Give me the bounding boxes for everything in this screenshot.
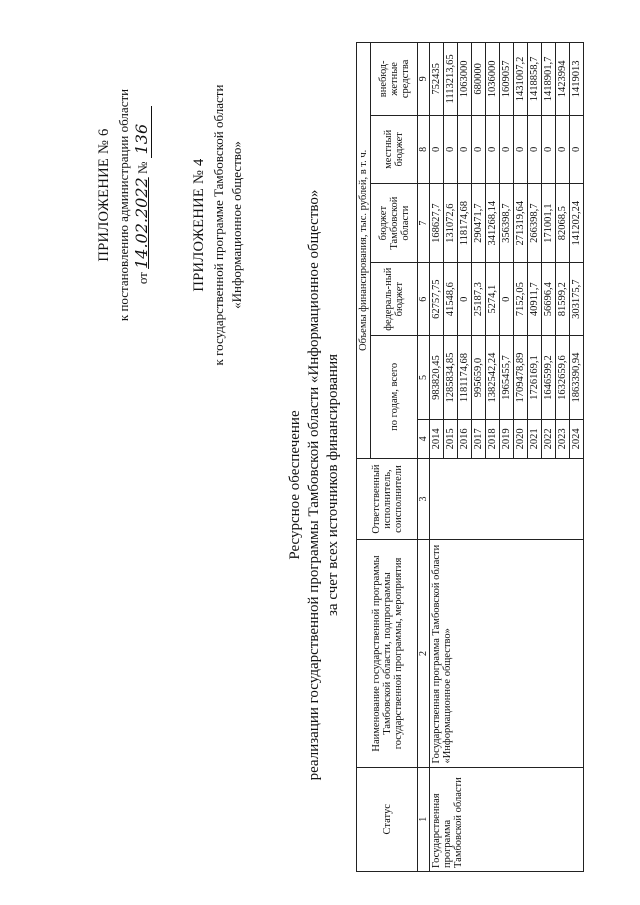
total-cell: 1709478,89	[514, 336, 528, 420]
total-cell: 1181174,68	[458, 336, 472, 420]
main-title	[286, 145, 343, 825]
index-cell: 1	[418, 767, 430, 871]
extra-cell: 1418901,7	[542, 43, 556, 116]
regional-cell: 82068,5	[556, 183, 570, 262]
local-cell: 0	[570, 115, 584, 183]
federal-cell: 56696,4	[542, 263, 556, 336]
year-cell: 2015	[444, 420, 458, 459]
regional-cell: 141202,24	[570, 183, 584, 262]
total-cell: 1726169,1	[528, 336, 542, 420]
extra-cell: 1036000	[486, 43, 500, 116]
appendix6-date-line	[133, 45, 151, 345]
index-cell: 9	[418, 43, 430, 116]
regional-cell: 290471,7	[472, 183, 486, 262]
extra-cell: 1419013	[570, 43, 584, 116]
index-cell: 4	[418, 420, 430, 459]
appendix4-line2: «Информационное общество»	[229, 141, 244, 309]
year-cell: 2024	[570, 420, 584, 459]
local-cell: 0	[528, 115, 542, 183]
local-cell: 0	[472, 115, 486, 183]
total-cell: 1646599,2	[542, 336, 556, 420]
extra-cell: 1113213,65	[444, 43, 458, 116]
appendix4-title: ПРИЛОЖЕНИЕ № 4	[191, 158, 207, 292]
header-name: Наименование государственной программы Тамбовской области, подпрограммы государственной программы, мероприятия	[357, 540, 418, 767]
regional-cell: 271319,64	[514, 183, 528, 262]
handwritten-date: 14.02.2022	[132, 177, 151, 269]
index-cell: 5	[418, 336, 430, 420]
federal-cell: 81599,2	[556, 263, 570, 336]
year-cell: 2021	[528, 420, 542, 459]
header-by-year: по годам, всего	[371, 336, 418, 459]
funding-table	[356, 42, 584, 872]
total-cell: 1965455,7	[500, 336, 514, 420]
row-status: Государственная программа Тамбовской области	[430, 767, 584, 871]
federal-cell: 62757,75	[430, 263, 444, 336]
column-index-row	[418, 43, 430, 872]
handwritten-number: 136	[132, 106, 152, 159]
total-cell: 995659,0	[472, 336, 486, 420]
extra-cell: 1609057	[500, 43, 514, 116]
regional-cell: 341268,14	[486, 183, 500, 262]
year-cell: 2017	[472, 420, 486, 459]
row-executor	[430, 458, 584, 540]
local-cell: 0	[556, 115, 570, 183]
local-cell: 0	[486, 115, 500, 183]
year-cell: 2023	[556, 420, 570, 459]
year-cell: 2020	[514, 420, 528, 459]
table-row	[430, 43, 444, 872]
total-cell: 1285834,85	[444, 336, 458, 420]
year-cell: 2019	[500, 420, 514, 459]
header-local: местный бюджет	[371, 115, 418, 183]
regional-cell: 356398,7	[500, 183, 514, 262]
total-cell: 983820,45	[430, 336, 444, 420]
regional-cell: 266398,7	[528, 183, 542, 262]
regional-cell: 118174,68	[458, 183, 472, 262]
extra-cell: 680000	[472, 43, 486, 116]
appendix6-from-label: от	[135, 272, 150, 285]
year-cell: 2018	[486, 420, 500, 459]
local-cell: 0	[458, 115, 472, 183]
index-cell: 8	[418, 115, 430, 183]
index-cell: 7	[418, 183, 430, 262]
federal-cell: 5274,1	[486, 263, 500, 336]
federal-cell: 7152,05	[514, 263, 528, 336]
index-cell: 2	[418, 540, 430, 767]
row-program-name: Государственная программа Тамбовской области «Информационное общество»	[430, 540, 584, 767]
extra-cell: 1418858,7	[528, 43, 542, 116]
index-cell: 3	[418, 458, 430, 540]
federal-cell: 40911,7	[528, 263, 542, 336]
main-title-line2: реализации государственной программы Тамбовской области «Информационное общество»	[306, 189, 322, 781]
year-cell: 2016	[458, 420, 472, 459]
federal-cell: 303175,7	[570, 263, 584, 336]
appendix6-line1: к постановлению администрации области	[116, 88, 131, 322]
local-cell: 0	[542, 115, 556, 183]
extra-cell: 1431007,2	[514, 43, 528, 116]
federal-cell: 25187,3	[472, 263, 486, 336]
year-cell: 2014	[430, 420, 444, 459]
appendix4-line1: к государственной программе Тамбовской области	[211, 84, 226, 366]
extra-cell: 1063000	[458, 43, 472, 116]
local-cell: 0	[500, 115, 514, 183]
total-cell: 1382542,24	[486, 336, 500, 420]
main-title-line3: за счет всех источников финансирования	[325, 354, 341, 616]
local-cell: 0	[444, 115, 458, 183]
appendix6-number-label: №	[135, 161, 150, 175]
extra-cell: 752435	[430, 43, 444, 116]
header-extra: внебюд-жетные средства	[371, 43, 418, 116]
extra-cell: 1423994	[556, 43, 570, 116]
header-status: Статус	[357, 767, 418, 871]
header-executor: Ответственный исполнитель, соисполнители	[357, 458, 418, 540]
header-federal: федераль-ный бюджет	[371, 263, 418, 336]
federal-cell: 41548,6	[444, 263, 458, 336]
federal-cell: 0	[500, 263, 514, 336]
federal-cell: 0	[458, 263, 472, 336]
appendix6-title: ПРИЛОЖЕНИЕ № 6	[96, 128, 112, 262]
local-cell: 0	[430, 115, 444, 183]
index-cell: 6	[418, 263, 430, 336]
local-cell: 0	[514, 115, 528, 183]
year-cell: 2022	[542, 420, 556, 459]
header-volume-group: Объемы финансирования, тыс. рублей, в т. ч.	[357, 43, 371, 459]
regional-cell: 168627,7	[430, 183, 444, 262]
main-title-line1: Ресурсное обеспечение	[287, 410, 303, 560]
regional-cell: 171001,1	[542, 183, 556, 262]
total-cell: 1632659,6	[556, 336, 570, 420]
regional-cell: 131072,6	[444, 183, 458, 262]
header-regional: бюджет Тамбовской области	[371, 183, 418, 262]
total-cell: 1863390,94	[570, 336, 584, 420]
